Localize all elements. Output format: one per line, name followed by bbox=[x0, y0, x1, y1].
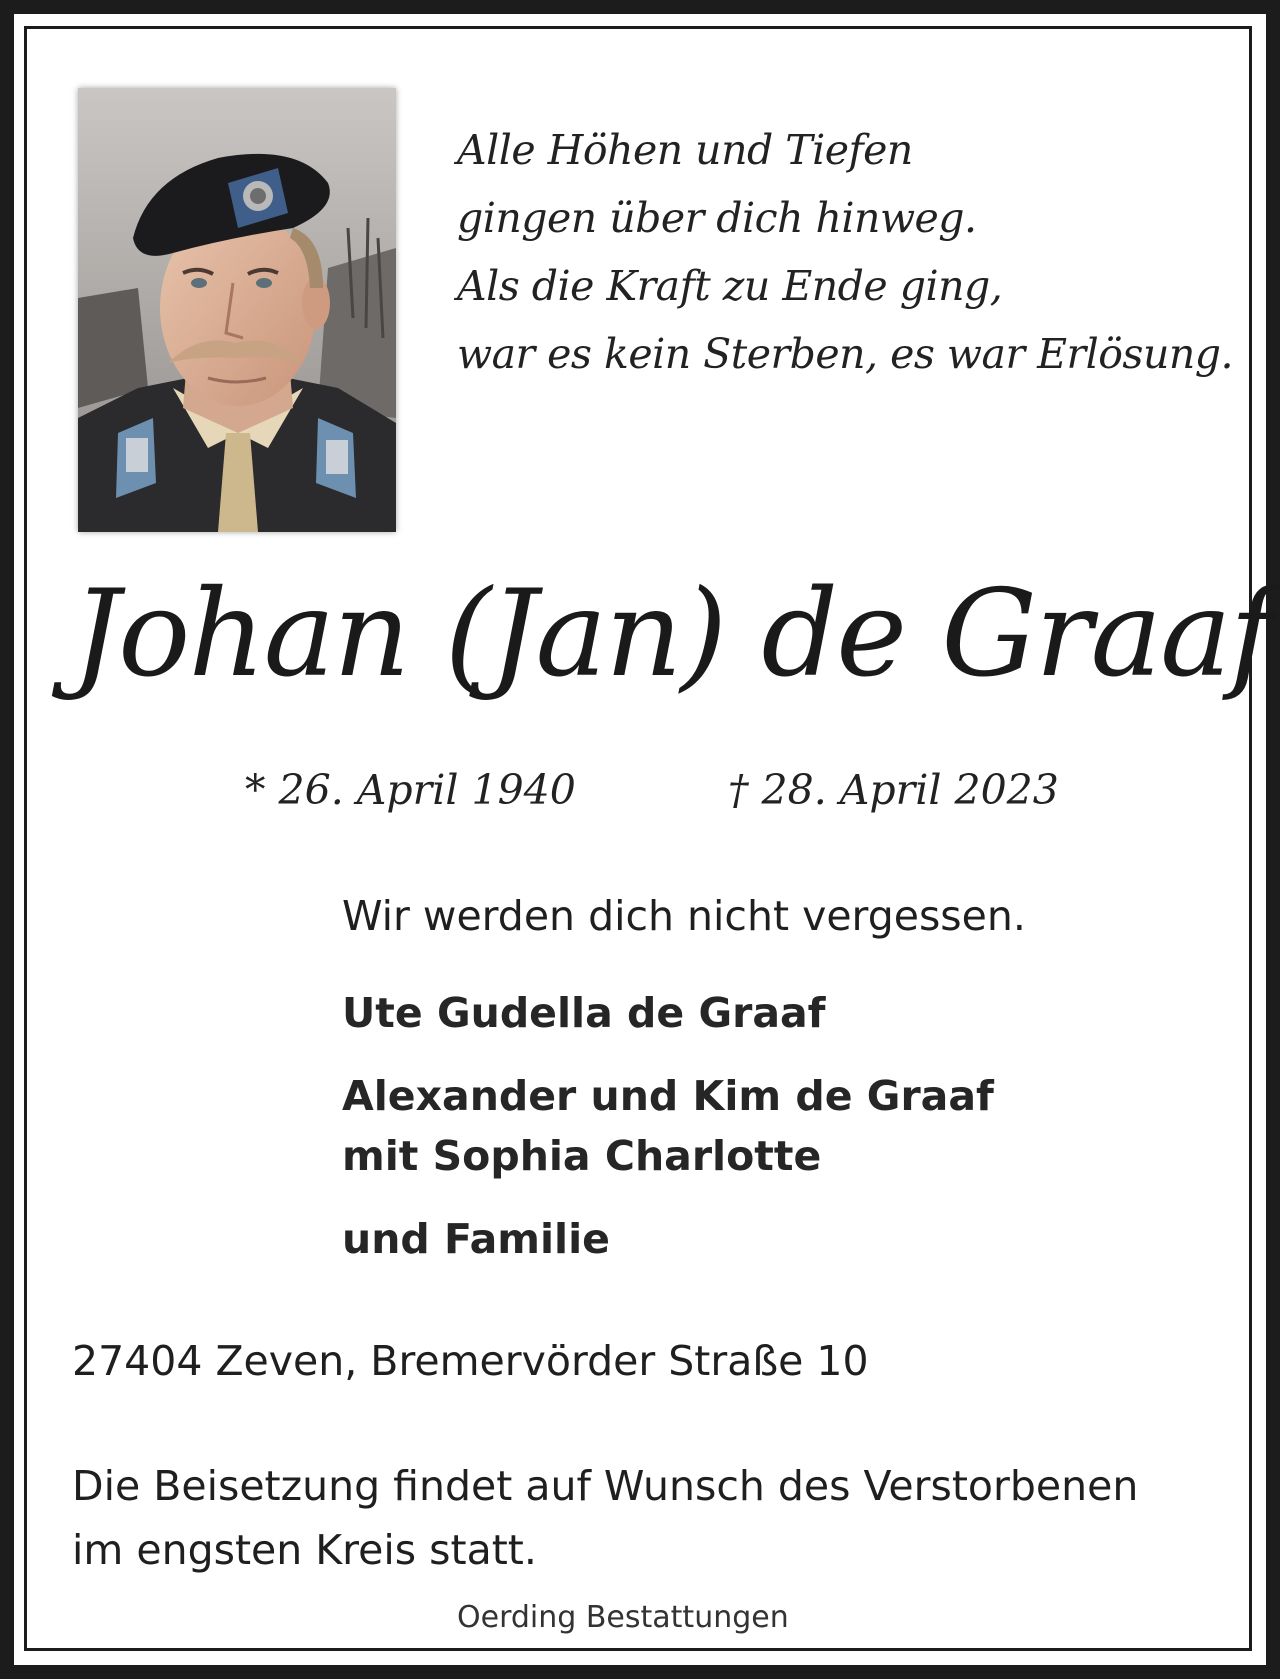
birth-date: * 26. April 1940 bbox=[245, 766, 576, 814]
mourner-line: Alexander und Kim de Graaf bbox=[342, 1072, 994, 1120]
notice-line: im engsten Kreis statt. bbox=[72, 1526, 537, 1574]
address: 27404 Zeven, Bremervörder Straße 10 bbox=[72, 1337, 869, 1385]
burial-notice bbox=[72, 1454, 1138, 1582]
closing-line: Wir werden dich nicht vergessen. bbox=[342, 892, 1026, 940]
poem-line: war es kein Sterben, es war Erlösung. bbox=[457, 330, 1234, 378]
death-date: † 28. April 2023 bbox=[728, 766, 1059, 814]
notice-line: Die Beisetzung findet auf Wunsch des Verstorbenen bbox=[72, 1462, 1139, 1510]
poem-line: gingen über dich hinweg. bbox=[457, 194, 977, 242]
mourner-line: mit Sophia Charlotte bbox=[342, 1132, 822, 1180]
mourner-line: Ute Gudella de Graaf bbox=[342, 989, 826, 1037]
deceased-name: Johan (Jan) de Graaf bbox=[72, 565, 1273, 704]
poem-line: Alle Höhen und Tiefen bbox=[457, 126, 913, 174]
poem bbox=[457, 116, 1234, 388]
undertaker-name: Oerding Bestattungen bbox=[457, 1600, 789, 1635]
portrait-photo bbox=[78, 88, 396, 532]
mourner-line: und Familie bbox=[342, 1215, 610, 1263]
poem-line: Als die Kraft zu Ende ging, bbox=[457, 262, 1003, 310]
